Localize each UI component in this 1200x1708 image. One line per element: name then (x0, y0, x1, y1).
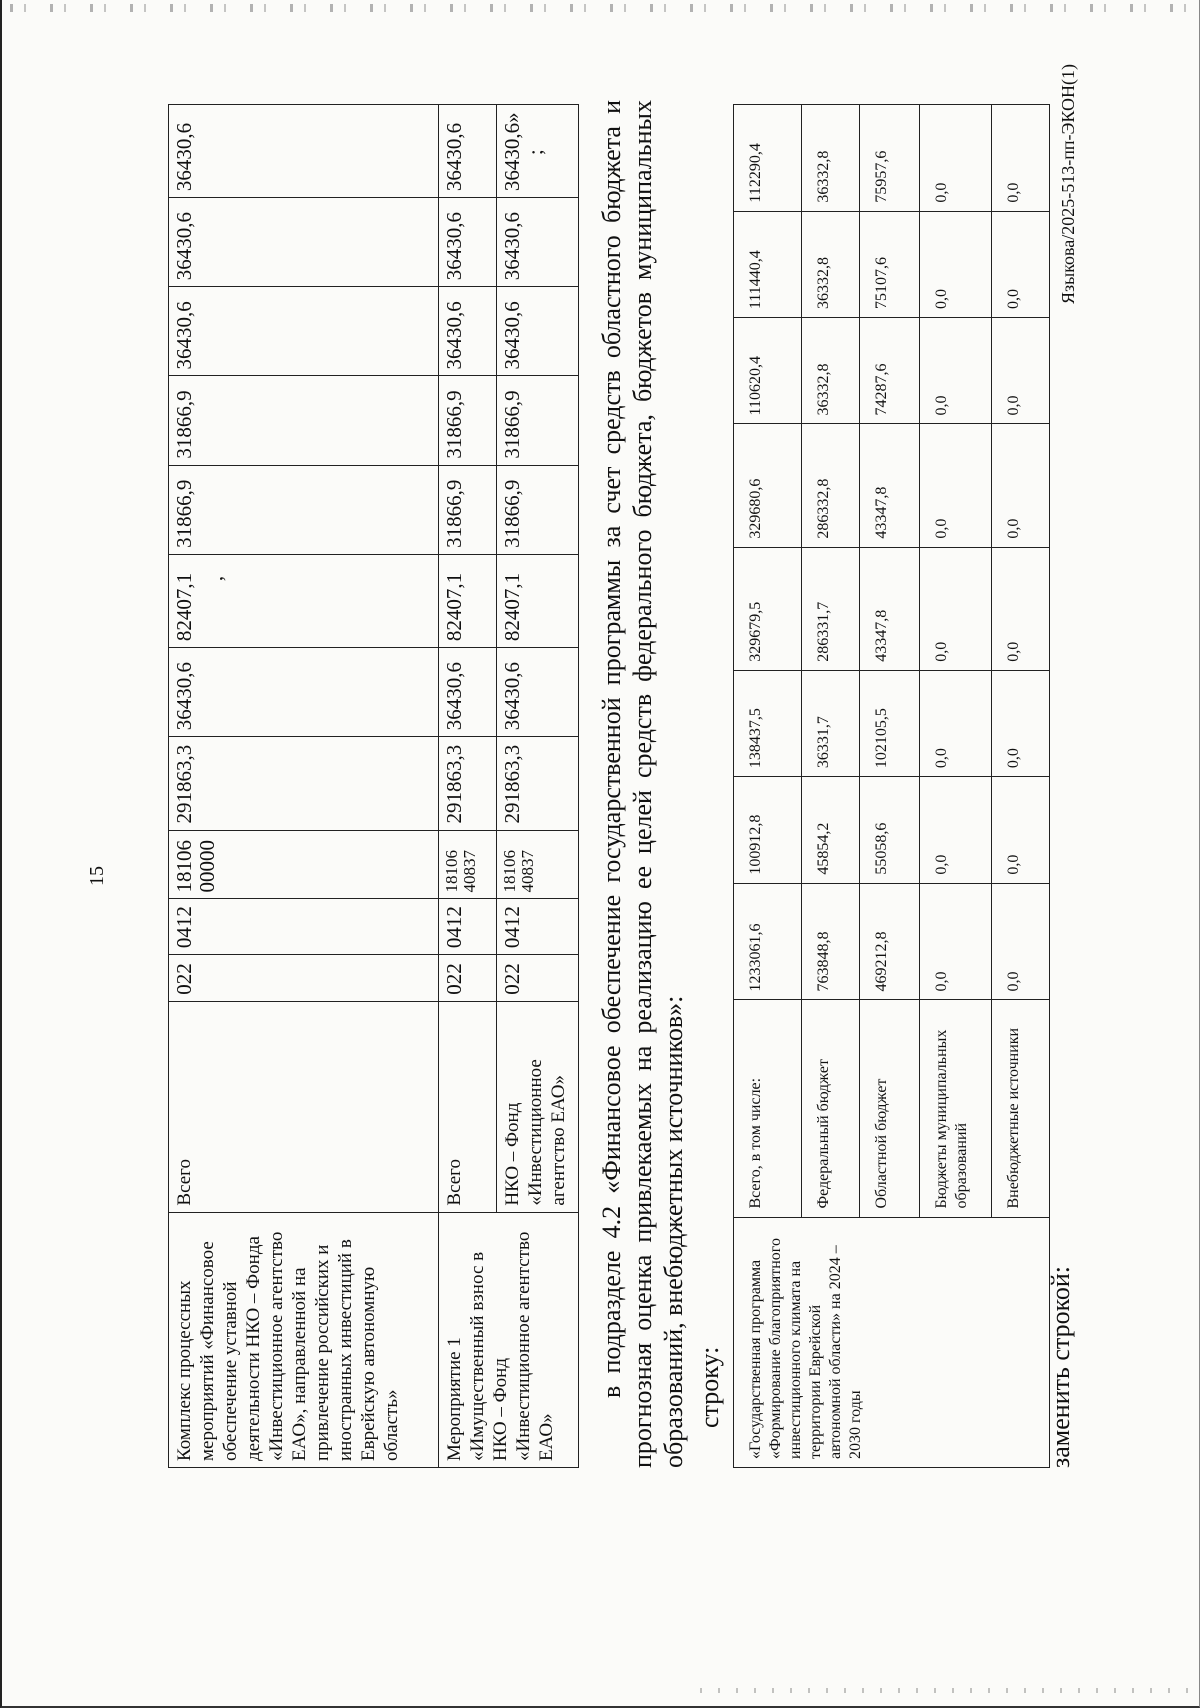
value-cell: 763848,8 (802, 883, 860, 1000)
csr-cell: 18106 40837 (439, 830, 497, 899)
row-source: НКО – Фонд «Инвестиционное агентство ЕАО» (497, 1001, 579, 1212)
value-cell: 291863,3 (497, 737, 579, 830)
row-label: Всего, в том числе: (734, 1000, 802, 1217)
value-cell: 36430,6 (169, 287, 439, 376)
value-cell: 36332,8 (802, 318, 860, 424)
value-cell: 36430,6 (497, 287, 579, 376)
grbs-cell: 022 (497, 955, 579, 1002)
value-cell: 112290,4 (734, 105, 802, 212)
value-cell: 82407,1 (439, 554, 497, 647)
row-source: Всего (439, 1001, 497, 1212)
value-cell: 1233061,6 (734, 883, 802, 1000)
row-name: Комплекс процессных мероприятий «Финансовое обеспечение уставной деятельности НКО – Фонда «Инвестиционное агентство ЕАО», направленной на привлечение российских и иностранных инвестиций в Еврейскую автономную область» (169, 1212, 439, 1467)
value-cell: 31866,9 (169, 465, 439, 554)
value-cell: 138437,5 (734, 670, 802, 776)
value-cell: 329680,6 (734, 424, 802, 547)
value-cell: 36430,6» ; (497, 105, 579, 198)
row-name: Мероприятие 1 «Имущественный взнос в НКО – Фонд «Инвестиционное агентство ЕАО» (439, 1212, 579, 1467)
value-cell: 0,0 (920, 777, 992, 883)
row-label: Внебюджетные источники (992, 1000, 1050, 1217)
value-cell: 82407,1 (497, 554, 579, 647)
value-cell: 55058,6 (860, 777, 920, 883)
value-cell: 36331,7 (802, 670, 860, 776)
row-label: Областной бюджет (860, 1000, 920, 1217)
value-cell: 31866,9 (439, 465, 497, 554)
value-cell: 0,0 (992, 424, 1050, 547)
value-cell: 291863,3 (169, 737, 439, 830)
value-cell: 36430,6 (439, 648, 497, 737)
replace-with-label: заменить строкой: (1046, 1265, 1075, 1468)
funding-table-program (733, 104, 1050, 1468)
value-cell: 31866,9 (497, 376, 579, 465)
value-cell: 0,0 (920, 318, 992, 424)
value-cell: 43347,8 (860, 424, 920, 547)
replace-label: строку: (695, 1346, 724, 1428)
value-cell: 0,0 (992, 211, 1050, 317)
value-cell: 0,0 (920, 547, 992, 670)
value-cell: 43347,8 (860, 547, 920, 670)
value-cell: 102105,5 (860, 670, 920, 776)
table-row (169, 105, 439, 1468)
value-cell: 36430,6 (169, 105, 439, 198)
value-cell: 36430,6 (439, 105, 497, 198)
csr-cell: 18106 40837 (497, 830, 579, 899)
document-id: Языкова/2025-513-пп-ЭКОН(1) (1058, 64, 1078, 304)
value-cell: 36430,6 (439, 287, 497, 376)
value-cell: 75107,6 (860, 211, 920, 317)
value-cell: 36332,8 (802, 105, 860, 212)
value-cell: 0,0 (992, 105, 1050, 212)
table-row (439, 105, 497, 1468)
value-cell: 0,0 (992, 547, 1050, 670)
rotated-page-content (0, 8, 1100, 1708)
value-cell: 36430,6 (439, 198, 497, 287)
value-cell: 0,0 (920, 670, 992, 776)
value-cell: 286331,7 (802, 547, 860, 670)
program-name: «Государственная программа «Формирование благоприятного инвестиционного климата на территории Еврейской автономной области» на 2024 – 2030 годы (734, 1217, 1050, 1467)
grbs-cell: 022 (169, 955, 439, 1002)
rz-cell: 0412 (497, 899, 579, 955)
value-cell: 36430,6 (497, 198, 579, 287)
value-cell: 0,0 (920, 211, 992, 317)
value-cell: 291863,3 (439, 737, 497, 830)
amendment-paragraph: в подразделе 4.2 «Финансовое обеспечение государственной программы за счет средств областного бюджета и прогнозная оценка привлекаемых на реализацию ее целей средств федерального бюджета, бюджетов муниципальных образований, внебюджетных источников»: (597, 100, 688, 1468)
value-cell: 82407,1 , (169, 554, 439, 647)
page-number: 15 (86, 866, 108, 886)
value-cell: 110620,4 (734, 318, 802, 424)
value-cell: 36430,6 (169, 648, 439, 737)
row-label: Федеральный бюджет (802, 1000, 860, 1217)
value-cell: 31866,9 (169, 376, 439, 465)
row-label: Бюджеты муниципальных образований (920, 1000, 992, 1217)
rz-cell: 0412 (169, 899, 439, 955)
value-cell: 0,0 (920, 424, 992, 547)
trailing-mark: ; (523, 149, 547, 156)
value-cell: 286332,8 (802, 424, 860, 547)
value-cell: 0,0 (920, 105, 992, 212)
value-cell: 36332,8 (802, 211, 860, 317)
value-cell: 74287,6 (860, 318, 920, 424)
value-cell: 36430,6 (497, 648, 579, 737)
table-row (734, 105, 802, 1468)
value-cell: 31866,9 (439, 376, 497, 465)
value-cell: 31866,9 (497, 465, 579, 554)
value-cell: 469212,8 (860, 883, 920, 1000)
value-cell: 0,0 (992, 670, 1050, 776)
rz-cell: 0412 (439, 899, 497, 955)
csr-cell: 18106 00000 (169, 830, 439, 899)
value-cell: 111440,4 (734, 211, 802, 317)
row-source: Всего (169, 1001, 439, 1212)
value-cell: 75957,6 (860, 105, 920, 212)
value-cell: 0,0 (920, 883, 992, 1000)
value-cell: 36430,6 (169, 198, 439, 287)
value-cell: 0,0 (992, 883, 1050, 1000)
value-cell: 0,0 (992, 777, 1050, 883)
value-cell: 0,0 (992, 318, 1050, 424)
funding-table-old (168, 104, 579, 1468)
grbs-cell: 022 (439, 955, 497, 1002)
value-cell: 329679,5 (734, 547, 802, 670)
value-cell: 45854,2 (802, 777, 860, 883)
value-cell: 100912,8 (734, 777, 802, 883)
